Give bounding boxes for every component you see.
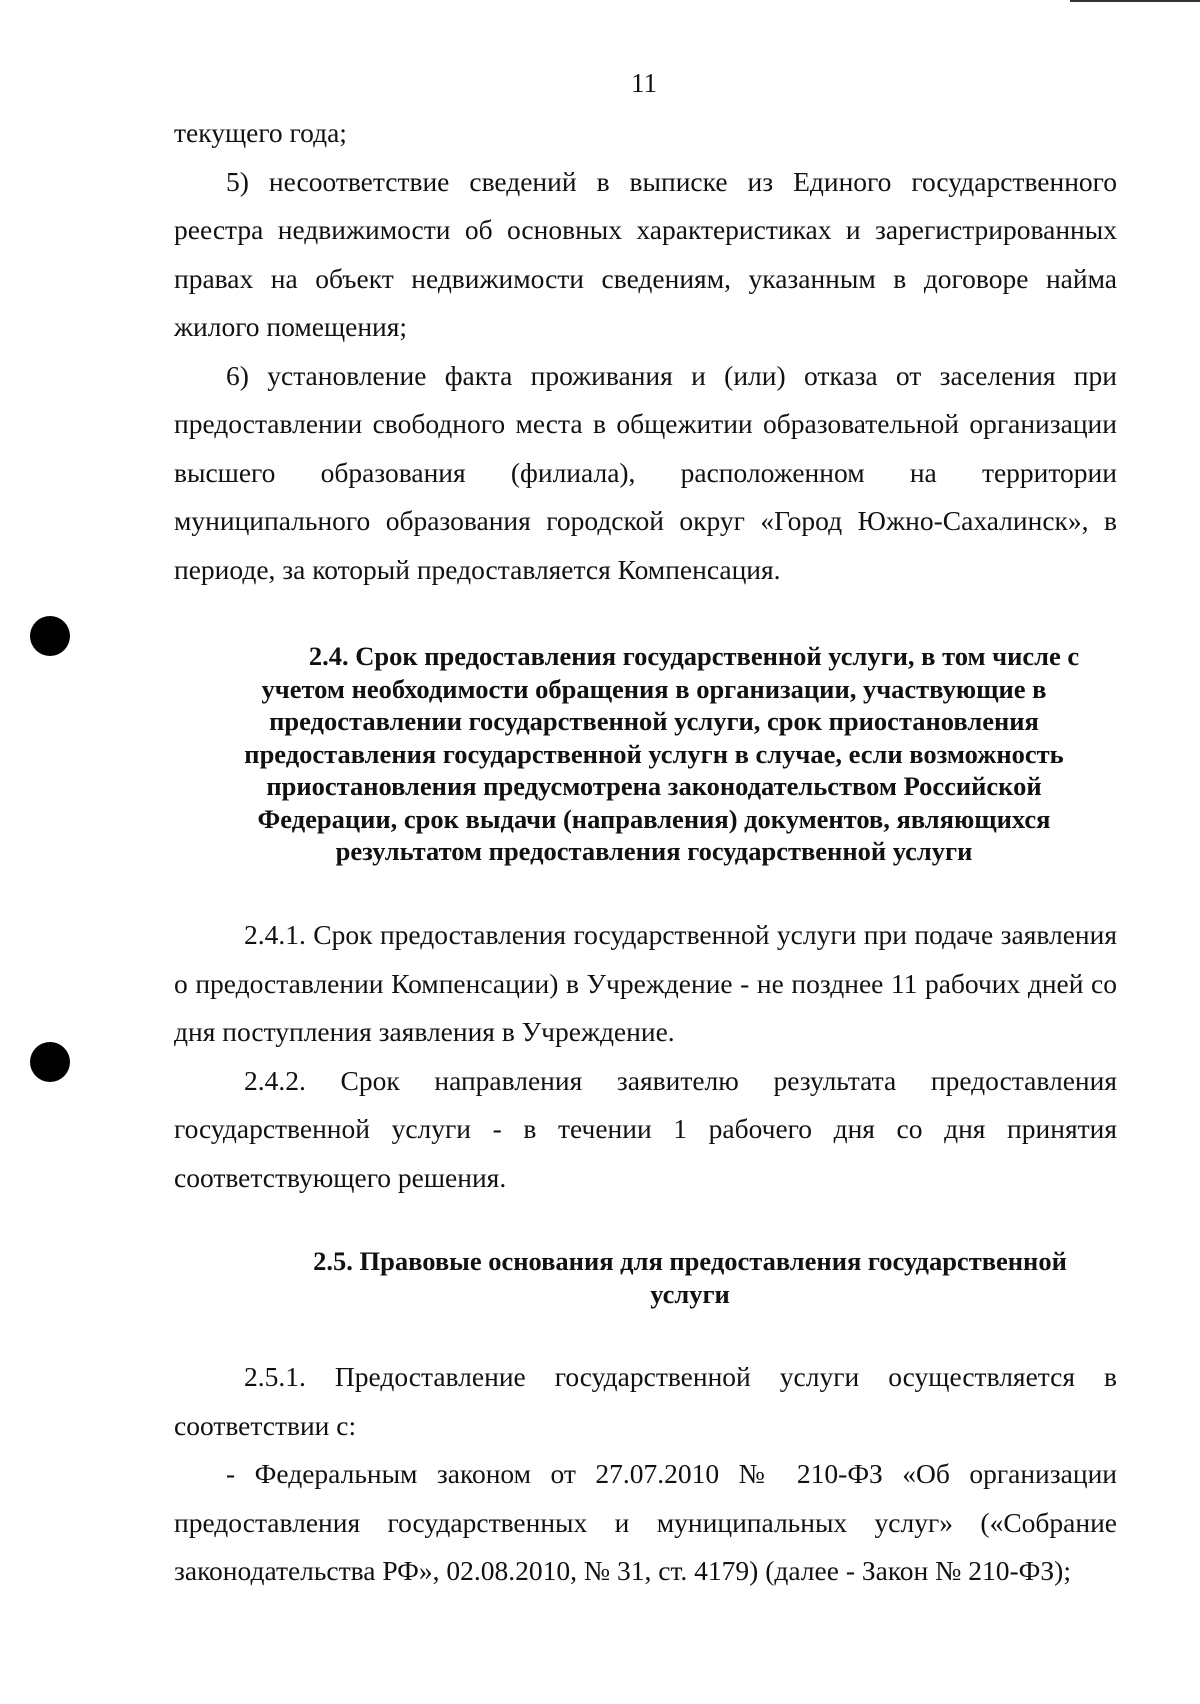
heading-line: 2.4. Срок предоставления государственной услуги, в том числе с — [308, 641, 1080, 671]
paragraph-block-2-5 — [174, 1353, 1117, 1596]
paragraph-2-4-2: 2.4.2. Срок направления заявителю результата предоставления государственной услуги - в течении 1 рабочего дня со дня принятия соответствующего решения. — [174, 1064, 1117, 1193]
paragraph-block-2-4 — [174, 911, 1117, 1202]
heading-line: результатом предоставления государственной услуги — [335, 836, 973, 866]
heading-line: 2.5. Правовые основания для предоставления государственной — [313, 1246, 1067, 1276]
section-heading-2-5 — [240, 1245, 1140, 1310]
heading-line: услуги — [650, 1278, 730, 1309]
paragraph-federal-law: - Федеральным законом от 27.07.2010 № 210-ФЗ «Об организации предоставления государственных и муниципальных услуг» («Собрание законодательства РФ», 02.08.2010, № 31, ст. 4179) (далее - Закон № 210-ФЗ); — [174, 1458, 1117, 1586]
punch-hole-mark — [30, 616, 70, 656]
page-number: 11 — [631, 68, 657, 98]
section-heading-2-4 — [204, 640, 1104, 868]
heading-line: учетом необходимости обращения в организации, участвующие в — [261, 673, 1047, 704]
punch-hole-mark — [30, 1042, 70, 1082]
heading-line: приостановления предусмотрена законодательством Российской — [266, 771, 1042, 801]
paragraph-2-4-1: 2.4.1. Срок предоставления государственной услуги при подаче заявления о предоставлении Компенсации) в Учреждение - не позднее 11 рабочих дней со дня поступления заявления в Учреждение. — [174, 919, 1117, 1047]
heading-line: предоставлении государственной услуги, срок приостановления — [269, 706, 1039, 736]
paragraph-item-5: 5) несоответствие сведений в выписке из Единого государственного реестра недвижимости об основных характеристиках и зарегистрированных правах на объект недвижимости сведениям, указанным в договоре найма жилого помещения; — [174, 165, 1117, 342]
heading-line: предоставления государственной услугн в случае, если возможность — [244, 738, 1064, 769]
scan-edge-line — [1070, 0, 1200, 2]
heading-line: Федерации, срок выдачи (направления) документов, являющихся — [257, 803, 1051, 834]
paragraph-continuation: текущего года; — [174, 117, 347, 148]
paragraph-2-5-1: 2.5.1. Предоставление государственной услуги осуществляется в соответствии с: — [174, 1361, 1117, 1441]
paragraph-item-6: 6) установление факта проживания и (или) отказа от заселения при предоставлении свободного места в общежитии образовательной организации высшего образования (филиала), расположенном на территории муниципального образования городской округ «Город Южно-Сахалинск», в периоде, за который предоставляется Компенсация. — [174, 359, 1117, 585]
paragraph-block-top — [174, 109, 1117, 594]
